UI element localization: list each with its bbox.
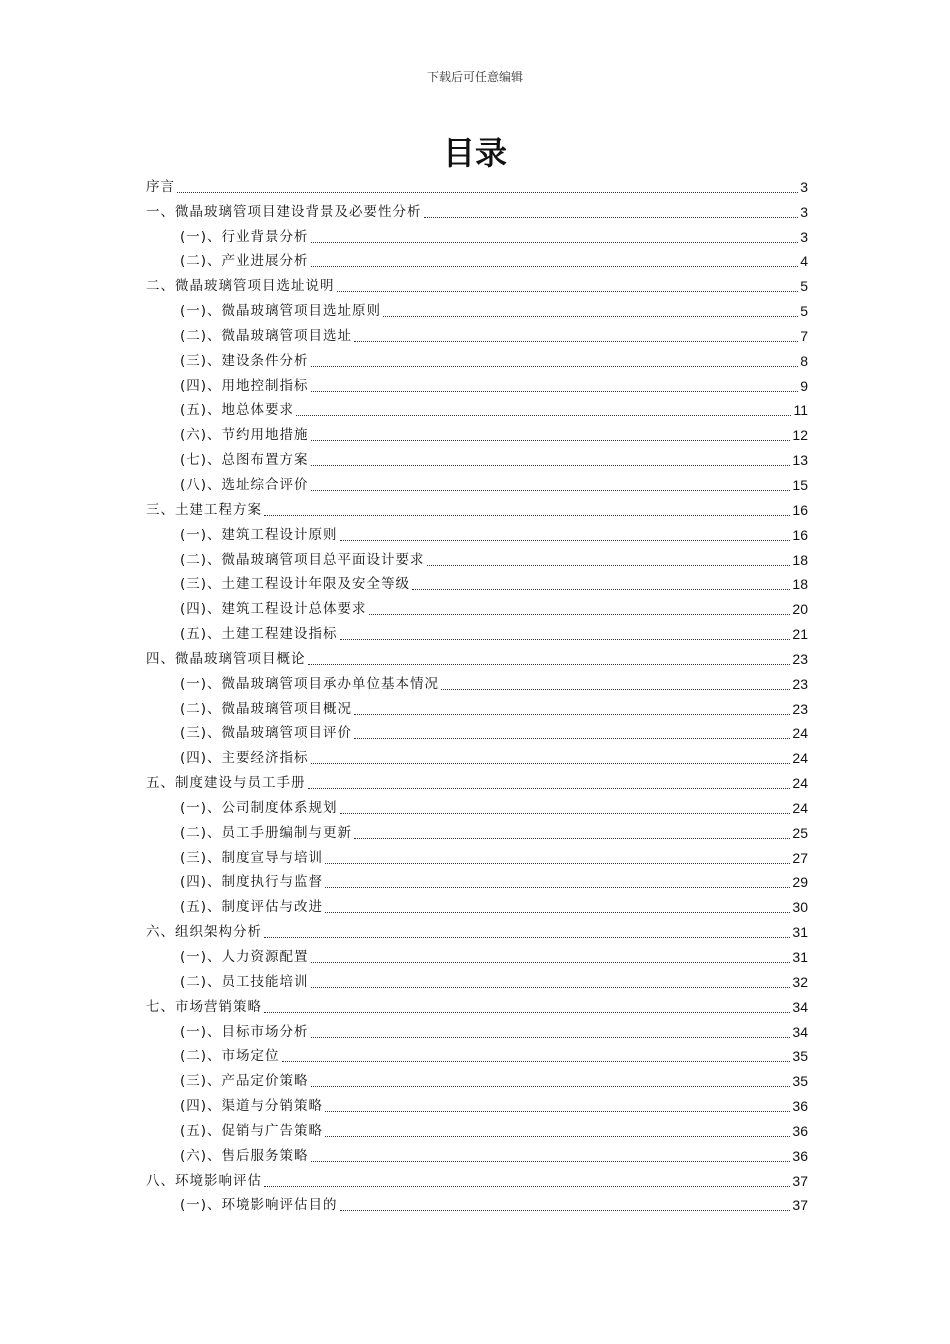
- toc-entry-page-number: 31: [792, 924, 808, 941]
- dot-leader: [264, 937, 790, 938]
- toc-entry-page-number: 24: [792, 750, 808, 767]
- page-title: 目录: [442, 134, 507, 172]
- toc-entry-label: 四、微晶玻璃管项目概论: [146, 650, 306, 667]
- toc-entry-label: 一、微晶玻璃管项目建设背景及必要性分析: [146, 203, 422, 220]
- toc-entry-label: (四)、建筑工程设计总体要求: [180, 601, 367, 618]
- toc-section-entry[interactable]: [146, 572, 808, 597]
- toc-section-entry[interactable]: [146, 224, 808, 249]
- dot-leader: [296, 415, 791, 416]
- toc-entry-label: (一)、人力资源配置: [180, 949, 309, 965]
- toc-entry-label: 五、制度建设与员工手册: [146, 775, 306, 792]
- dot-leader: [354, 714, 790, 715]
- toc-entry-label: (一)、公司制度体系规划: [180, 799, 338, 816]
- toc-entry-label: (二)、员工手册编制与更新: [180, 824, 353, 841]
- dot-leader: [264, 1012, 790, 1013]
- toc-entry-page-number: 13: [792, 452, 808, 469]
- dot-leader: [177, 192, 798, 193]
- toc-entry-page-number: 3: [800, 178, 808, 195]
- toc-section-entry[interactable]: [146, 671, 808, 696]
- toc-entry-page-number: 20: [792, 601, 808, 618]
- toc-section-entry[interactable]: [146, 447, 808, 472]
- toc-entry-page-number: 31: [792, 949, 808, 965]
- toc-entry-page-number: 27: [792, 849, 808, 866]
- dot-leader: [311, 763, 791, 764]
- toc-section-entry[interactable]: [146, 845, 808, 870]
- toc-section-entry[interactable]: [146, 820, 808, 845]
- toc-entry-page-number: 23: [792, 675, 808, 692]
- dot-leader: [308, 664, 791, 665]
- dot-leader: [311, 1037, 791, 1038]
- toc-section-entry[interactable]: [146, 522, 808, 547]
- toc-entry-label: (六)、节约用地措施: [180, 427, 309, 444]
- dot-leader: [311, 490, 791, 491]
- dot-leader: [325, 863, 790, 864]
- toc-section-entry[interactable]: [146, 1019, 808, 1044]
- toc-section-entry[interactable]: [146, 1143, 808, 1168]
- toc-entry-page-number: 36: [792, 1147, 808, 1164]
- toc-section-entry[interactable]: [146, 621, 808, 646]
- toc-entry-label: (一)、微晶玻璃管项目选址原则: [180, 303, 382, 320]
- toc-section-entry[interactable]: [146, 1044, 808, 1069]
- toc-entry-page-number: 5: [800, 278, 808, 295]
- toc-entry-label: 八、环境影响评估: [146, 1172, 262, 1189]
- toc-chapter-entry[interactable]: [146, 994, 808, 1019]
- toc-entry-page-number: 32: [792, 973, 808, 990]
- dot-leader: [383, 316, 798, 317]
- dot-leader: [340, 813, 791, 814]
- toc-entry-page-number: 3: [800, 228, 808, 245]
- toc-section-entry[interactable]: [146, 1193, 808, 1218]
- toc-section-entry[interactable]: [146, 944, 808, 969]
- toc-chapter-entry[interactable]: [146, 273, 808, 298]
- dot-leader: [325, 1111, 790, 1112]
- dot-leader: [264, 1186, 790, 1187]
- dot-leader: [369, 614, 791, 615]
- toc-entry-label: (三)、建设条件分析: [180, 352, 309, 369]
- toc-entry-page-number: 29: [792, 874, 808, 891]
- toc-entry-label: (五)、土建工程建设指标: [180, 626, 338, 643]
- toc-entry-label: (一)、行业背景分析: [180, 228, 309, 245]
- toc-entry-page-number: 30: [792, 899, 808, 916]
- toc-section-entry[interactable]: [146, 795, 808, 820]
- toc-entry-label: 六、组织架构分析: [146, 924, 262, 941]
- toc-section-entry[interactable]: [146, 422, 808, 447]
- toc-entry-page-number: 21: [792, 626, 808, 643]
- dot-leader: [311, 242, 799, 243]
- toc-section-entry[interactable]: [146, 1093, 808, 1118]
- toc-entry-label: (四)、主要经济指标: [180, 750, 309, 767]
- dot-leader: [311, 987, 791, 988]
- toc-entry-label: (一)、建筑工程设计原则: [180, 526, 338, 543]
- toc-entry-page-number: 35: [792, 1073, 808, 1090]
- toc-entry-page-number: 12: [792, 427, 808, 444]
- dot-leader: [337, 291, 799, 292]
- page-header: 下载后可任意编辑: [426, 70, 523, 84]
- toc-entry-label: (三)、土建工程设计年限及安全等级: [180, 576, 411, 593]
- toc-section-entry[interactable]: [146, 398, 808, 423]
- toc-entry-page-number: 23: [792, 700, 808, 717]
- toc-section-entry[interactable]: [146, 298, 808, 323]
- dot-leader: [340, 540, 791, 541]
- toc-entry-label: (一)、环境影响评估目的: [180, 1197, 338, 1214]
- dot-leader: [325, 887, 790, 888]
- toc-entry-page-number: 18: [792, 576, 808, 593]
- toc-entry-label: (三)、制度宣导与培训: [180, 849, 324, 866]
- toc-section-entry[interactable]: [146, 596, 808, 621]
- toc-section-entry[interactable]: [146, 547, 808, 572]
- toc-entry-label: (一)、微晶玻璃管项目承办单位基本情况: [180, 675, 440, 692]
- dot-leader: [441, 689, 790, 690]
- toc-chapter-entry[interactable]: [146, 497, 808, 522]
- toc-entry-page-number: 36: [792, 1098, 808, 1115]
- toc-entry-page-number: 11: [793, 402, 808, 419]
- toc-entry-label: (八)、选址综合评价: [180, 476, 309, 493]
- toc-entry-page-number: 15: [792, 476, 808, 493]
- toc-section-entry[interactable]: [146, 1068, 808, 1093]
- toc-entry-label: (二)、微晶玻璃管项目概况: [180, 700, 353, 717]
- toc-section-entry[interactable]: [146, 745, 808, 770]
- toc-entry-page-number: 7: [800, 327, 808, 344]
- dot-leader: [311, 266, 799, 267]
- toc-entry-label: 序言: [146, 178, 175, 195]
- toc-section-entry[interactable]: [146, 323, 808, 348]
- toc-entry-page-number: 16: [792, 501, 808, 518]
- toc-entry-label: (四)、用地控制指标: [180, 377, 309, 394]
- toc-entry-page-number: 37: [792, 1197, 808, 1214]
- toc-entry-label: (二)、市场定位: [180, 1048, 280, 1065]
- toc-entry-label: (二)、微晶玻璃管项目总平面设计要求: [180, 551, 425, 568]
- toc-entry-page-number: 34: [792, 1023, 808, 1040]
- toc-entry-label: (四)、渠道与分销策略: [180, 1098, 324, 1115]
- table-of-contents: [146, 174, 808, 1217]
- dot-leader: [340, 639, 791, 640]
- toc-entry-page-number: 37: [792, 1172, 808, 1189]
- toc-entry-label: (一)、目标市场分析: [180, 1023, 309, 1040]
- dot-leader: [412, 589, 790, 590]
- toc-chapter-entry[interactable]: [146, 770, 808, 795]
- toc-entry-page-number: 3: [800, 203, 808, 220]
- toc-entry-page-number: 5: [800, 303, 808, 320]
- toc-entry-label: 二、微晶玻璃管项目选址说明: [146, 278, 335, 295]
- dot-leader: [308, 788, 791, 789]
- toc-entry-page-number: 24: [792, 799, 808, 816]
- dot-leader: [427, 565, 791, 566]
- toc-entry-page-number: 24: [792, 775, 808, 792]
- dot-leader: [311, 465, 791, 466]
- toc-entry-page-number: 4: [800, 253, 808, 270]
- dot-leader: [340, 1210, 791, 1211]
- toc-section-entry[interactable]: [146, 472, 808, 497]
- toc-chapter-entry[interactable]: [146, 919, 808, 944]
- toc-entry-label: (三)、产品定价策略: [180, 1073, 309, 1090]
- toc-entry-label: (五)、地总体要求: [180, 402, 295, 419]
- toc-chapter-entry[interactable]: [146, 1168, 808, 1193]
- toc-section-entry[interactable]: [146, 348, 808, 373]
- toc-section-entry[interactable]: [146, 870, 808, 895]
- toc-entry-label: (三)、微晶玻璃管项目评价: [180, 725, 353, 742]
- toc-entry-label: 三、土建工程方案: [146, 501, 262, 518]
- dot-leader: [325, 1136, 790, 1137]
- toc-entry-label: (二)、员工技能培训: [180, 973, 309, 990]
- toc-chapter-entry[interactable]: [146, 646, 808, 671]
- dot-leader: [264, 515, 790, 516]
- toc-section-entry[interactable]: [146, 249, 808, 274]
- dot-leader: [424, 217, 799, 218]
- toc-entry-page-number: 9: [800, 377, 808, 394]
- toc-section-entry[interactable]: [146, 373, 808, 398]
- toc-section-entry[interactable]: [146, 696, 808, 721]
- toc-entry-page-number: 34: [792, 998, 808, 1015]
- dot-leader: [311, 391, 799, 392]
- toc-entry-label: (五)、制度评估与改进: [180, 899, 324, 916]
- dot-leader: [311, 962, 791, 963]
- toc-entry-label: (二)、微晶玻璃管项目选址: [180, 327, 353, 344]
- toc-entry-page-number: 25: [792, 824, 808, 841]
- dot-leader: [282, 1061, 791, 1062]
- toc-section-entry[interactable]: [146, 721, 808, 746]
- toc-section-entry[interactable]: [146, 969, 808, 994]
- toc-entry-label: (六)、售后服务策略: [180, 1147, 309, 1164]
- toc-section-entry[interactable]: [146, 894, 808, 919]
- toc-entry-label: 七、市场营销策略: [146, 998, 262, 1015]
- dot-leader: [311, 440, 791, 441]
- toc-chapter-entry[interactable]: [146, 174, 808, 199]
- dot-leader: [325, 912, 790, 913]
- toc-entry-page-number: 23: [792, 650, 808, 667]
- toc-entry-page-number: 24: [792, 725, 808, 742]
- toc-entry-page-number: 18: [792, 551, 808, 568]
- toc-entry-label: (七)、总图布置方案: [180, 452, 309, 469]
- dot-leader: [311, 1161, 791, 1162]
- dot-leader: [354, 341, 798, 342]
- toc-entry-page-number: 35: [792, 1048, 808, 1065]
- toc-chapter-entry[interactable]: [146, 199, 808, 224]
- dot-leader: [354, 738, 790, 739]
- toc-entry-label: (二)、产业进展分析: [180, 253, 309, 270]
- toc-entry-label: (四)、制度执行与监督: [180, 874, 324, 891]
- toc-entry-page-number: 16: [792, 526, 808, 543]
- toc-entry-label: (五)、促销与广告策略: [180, 1122, 324, 1139]
- dot-leader: [311, 366, 799, 367]
- toc-section-entry[interactable]: [146, 1118, 808, 1143]
- dot-leader: [311, 1086, 791, 1087]
- toc-entry-page-number: 8: [800, 352, 808, 369]
- toc-entry-page-number: 36: [792, 1122, 808, 1139]
- dot-leader: [354, 838, 790, 839]
